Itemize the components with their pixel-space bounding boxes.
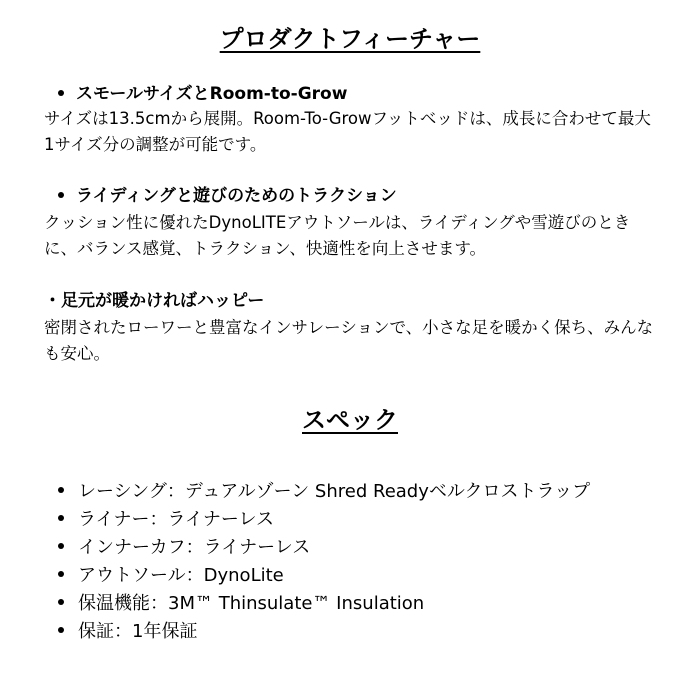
feature-title-traction bbox=[44, 184, 664, 208]
bullet-icon bbox=[58, 192, 64, 198]
spec-item-warranty bbox=[52, 618, 672, 646]
specs-heading bbox=[0, 405, 700, 435]
features-heading-text: プロダクトフィーチャー bbox=[219, 25, 481, 53]
spec-item-liner bbox=[52, 506, 672, 534]
feature-body-warm-feet: 密閉されたローワーと豊富なインサレーションで、小さな足を暖かく保ち、みんなも安心。 bbox=[44, 318, 654, 363]
features-heading bbox=[0, 24, 700, 54]
feature-title-warm-feet bbox=[44, 289, 664, 313]
spec-item-insulation bbox=[52, 590, 672, 618]
spec-item-outsole bbox=[52, 562, 672, 590]
bullet-icon bbox=[58, 543, 64, 549]
spec-item-text: ライナー：ライナーレス bbox=[78, 509, 275, 530]
bullet-icon bbox=[58, 90, 64, 96]
bullet-icon bbox=[58, 571, 64, 577]
specs-heading-text: スペック bbox=[302, 406, 398, 434]
feature-title-small-size bbox=[44, 82, 664, 106]
bullet-icon bbox=[58, 627, 64, 633]
feature-title-text: ・足元が暖かければハッピー bbox=[44, 291, 265, 311]
feature-title-text: スモールサイズとRoom-to-Grow bbox=[76, 84, 348, 104]
spec-item-lacing bbox=[52, 478, 672, 506]
bullet-icon bbox=[58, 487, 64, 493]
feature-title-text: ライディングと遊びのためのトラクション bbox=[76, 186, 397, 206]
spec-item-text: レーシング：デュアルゾーン Shred Readyベルクロストラップ bbox=[78, 481, 591, 502]
feature-body-small-size: サイズは13.5cmから展開。Room-To-Growフットベッドは、成長に合わせて最大1サイズ分の調整が可能です。 bbox=[44, 109, 651, 154]
spec-item-text: インナーカフ：ライナーレス bbox=[78, 537, 311, 558]
spec-item-text: 保証：1年保証 bbox=[78, 621, 198, 642]
feature-body-traction: クッション性に優れたDynoLITEアウトソールは、ライディングや雪遊びのときに、バランス感覚、トラクション、快適性を向上させます。 bbox=[44, 213, 631, 258]
bullet-icon bbox=[58, 599, 64, 605]
bullet-icon bbox=[58, 515, 64, 521]
spec-item-inner-cuff bbox=[52, 534, 672, 562]
spec-item-text: アウトソール：DynoLite bbox=[78, 565, 284, 586]
spec-item-text: 保温機能：3M™ Thinsulate™ Insulation bbox=[78, 593, 425, 614]
spec-list bbox=[52, 478, 672, 646]
